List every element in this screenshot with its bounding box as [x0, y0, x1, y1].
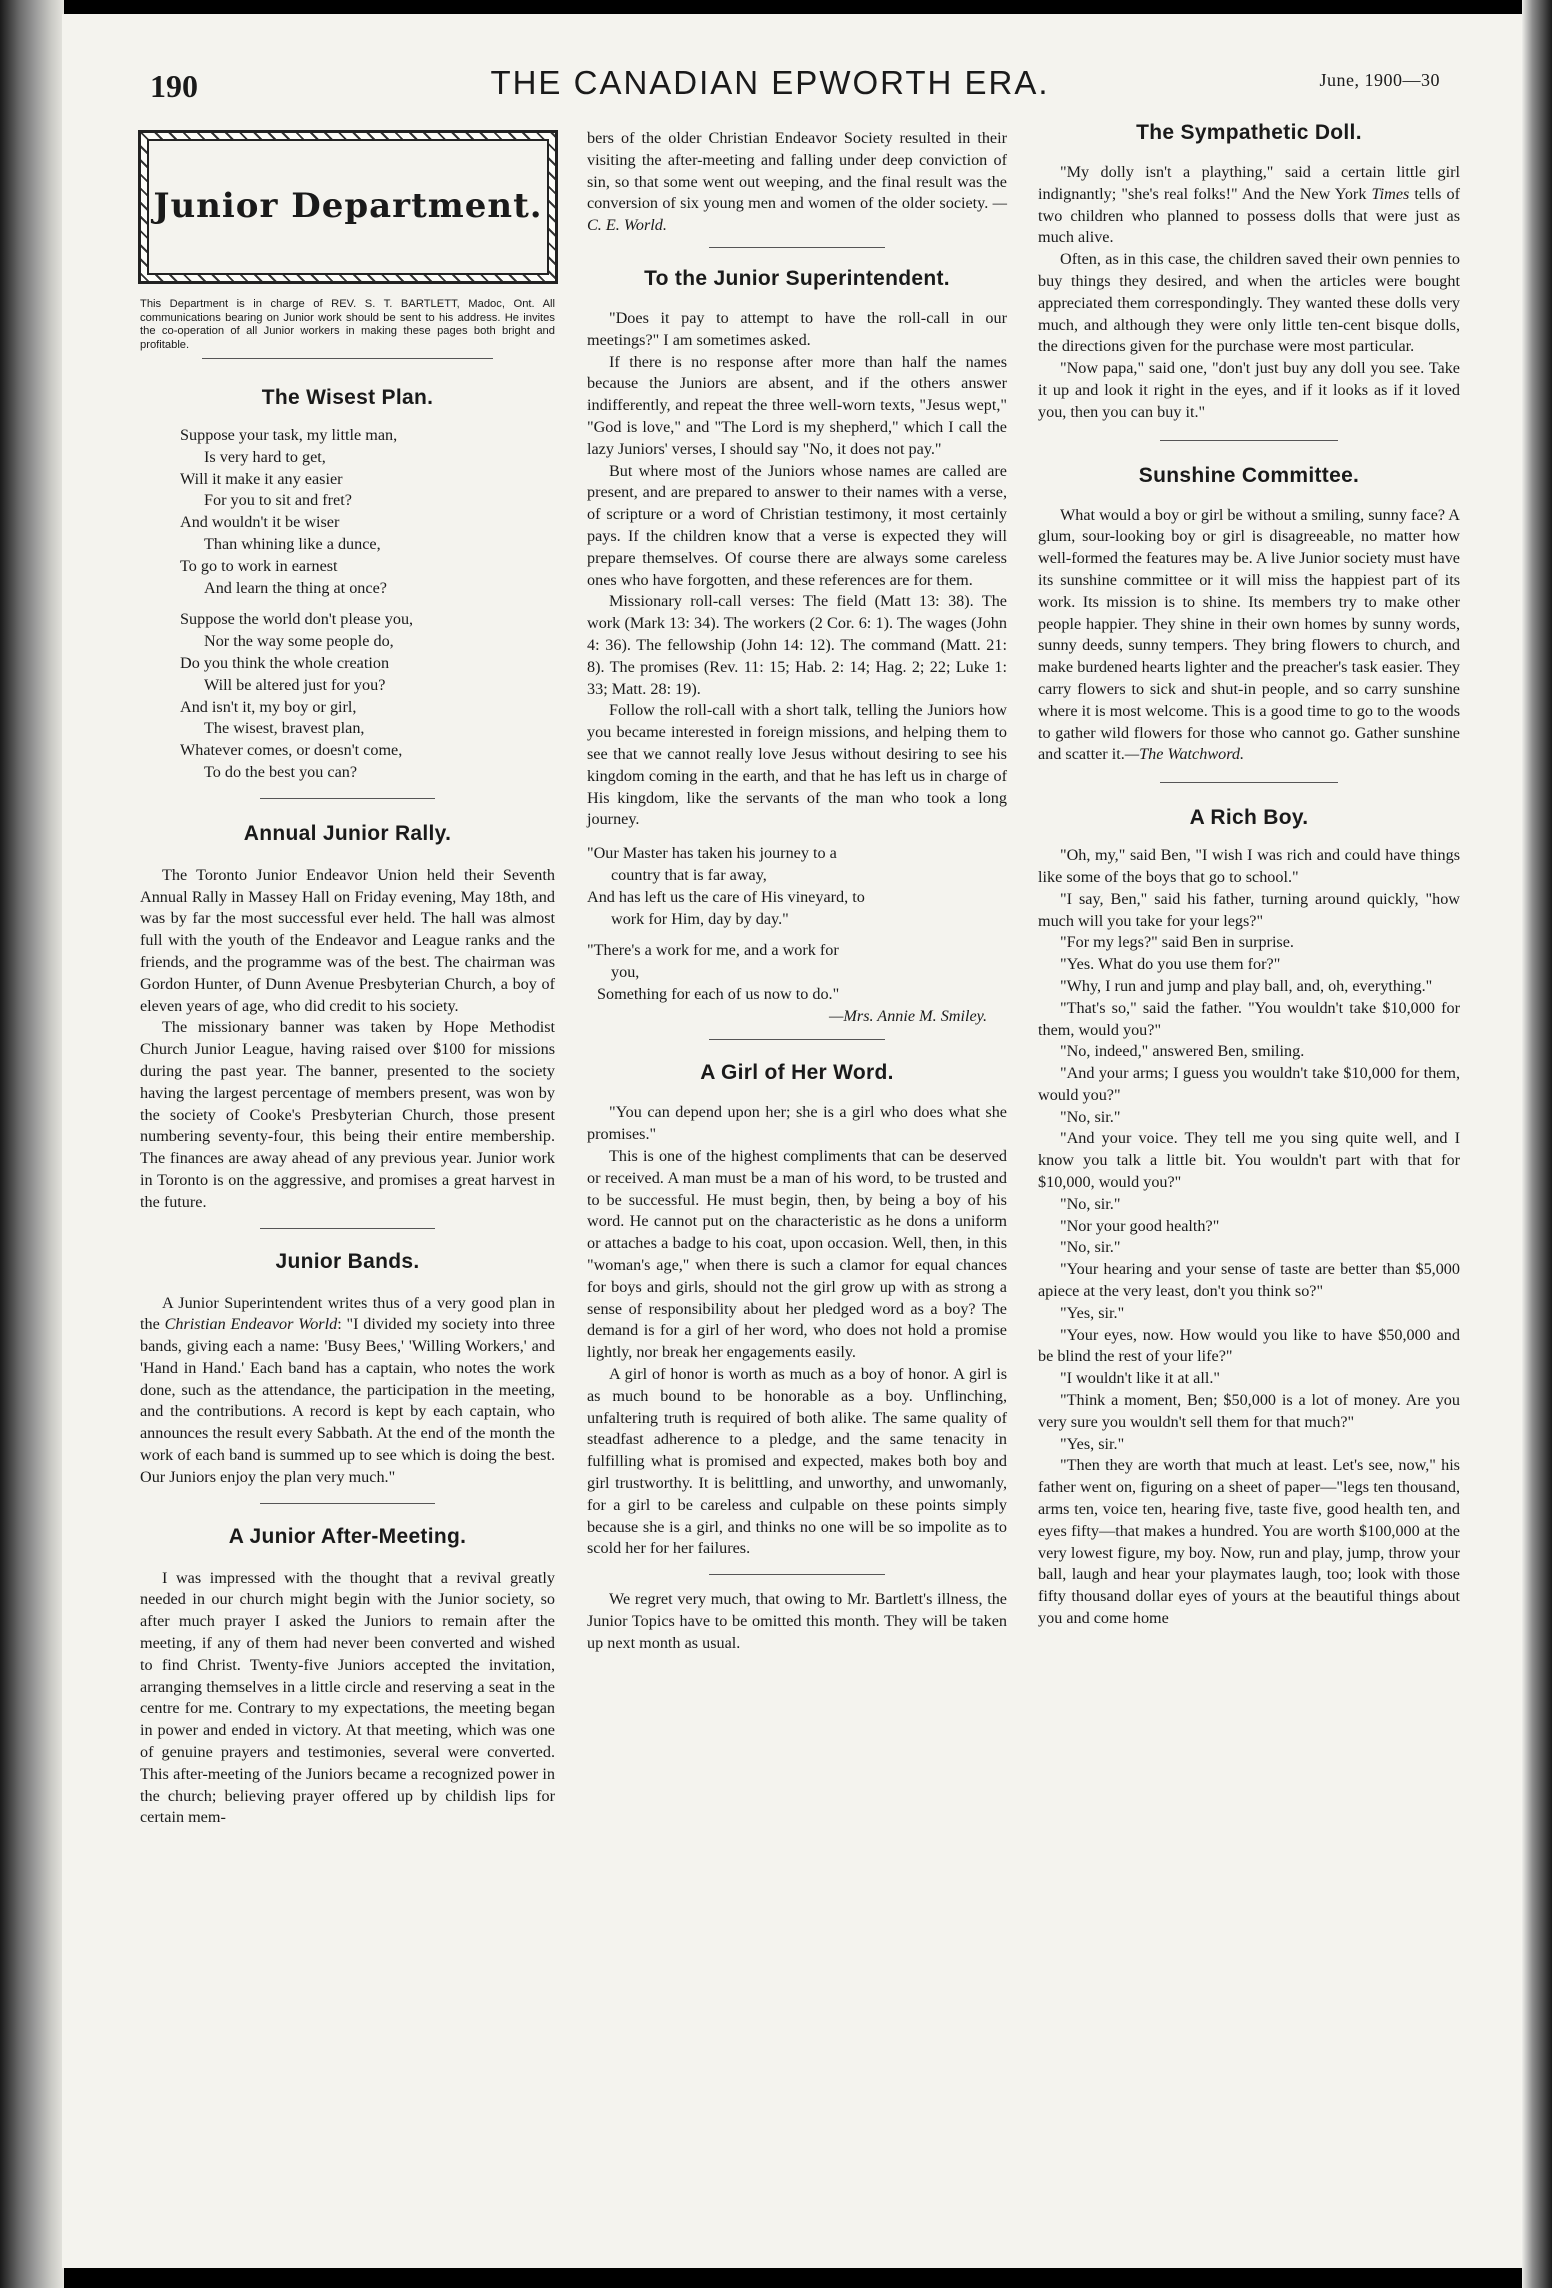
divider — [260, 1503, 434, 1504]
poem-line: To go to work in earnest — [180, 556, 338, 575]
article-title-junior-bands: Junior Bands. — [275, 1249, 420, 1273]
paragraph: The Toronto Junior Endeavor Union held their Seventh Annual Rally in Massey Hall on Friday evening, May 18th, and was by far the most successful ever held. The hall was almost full with the youth of the Endeavor and League ranks and the friends, and the programme was of the best. The chairman was Gordon Hunter, of Dunn Avenue Presbyterian Church, a boy of eleven years of age, who did credit to his society. — [140, 865, 555, 1015]
poem-line: Is very hard to get, — [204, 447, 326, 466]
poem-line: The wisest, bravest plan, — [204, 719, 365, 738]
publication-name: Christian Endeavor World — [164, 1315, 338, 1334]
divider — [260, 798, 434, 799]
paragraph: "I say, Ben," said his father, turning around quickly, "how much will you take for your legs?" — [1038, 889, 1460, 930]
issue-date: June, 1900—30 — [1319, 70, 1440, 90]
article-title-sympathetic-doll: The Sympathetic Doll. — [1136, 121, 1362, 144]
verse-line: work for Him, day by day." — [611, 909, 789, 928]
poem-line: And learn the thing at once? — [204, 578, 387, 597]
poem-line: Nor the way some people do, — [204, 632, 394, 651]
paragraph: "No, sir." — [1060, 1238, 1121, 1257]
paragraph: bers of the older Christian Endeavor Society resulted in their visiting the after-meeting and falling under deep conviction of sin, so that some went out weeping, and the final result was the conversion of six young men and women of the older society. —C. E. World. — [587, 129, 1008, 235]
poem-line: Whatever comes, or doesn't come, — [180, 741, 403, 760]
department-note: This Department is in charge of REV. S. T. BARTLETT, Madoc, Ont. All communications bearing on Junior work should be sent to his address. He invites the co-operation of all Junior workers in making these pages both bright and profitable. — [140, 298, 555, 351]
paragraph: "And your arms; I guess you wouldn't take $10,000 for them, would you?" — [1038, 1064, 1460, 1104]
paragraph: "No, sir." — [1060, 1194, 1121, 1213]
column-right — [1038, 120, 1460, 1630]
book-binding-shadow — [0, 0, 64, 2288]
source-credit: —The Watchword. — [1124, 745, 1245, 764]
paragraph: Missionary roll-call verses: The field (Matt 13: 38). The work (Mark 13: 34). The workers (2 Cor. 6: 1). The wages (John 4: 36). The fellowship (John 14: 12). The command (Matt. 21: 8). The promises (Rev. 11: 15; Hab. 2: 14; Hag. 2; 22; Luke 1: 33; Matt. 28: 19). — [587, 592, 1007, 698]
paragraph: "Your eyes, now. How would you like to have $50,000 and be blind the rest of your life?" — [1038, 1325, 1460, 1366]
article-title-wisest-plan: The Wisest Plan. — [261, 386, 434, 409]
paragraph: "And your voice. They tell me you sing quite well, and I know you talk a little bit. You wouldn't part with that for $10,000, would you?" — [1038, 1129, 1460, 1192]
paragraph: "That's so," said the father. "You wouldn't take $10,000 for them, would you?" — [1038, 998, 1460, 1039]
paragraph: "Nor your good health?" — [1060, 1216, 1220, 1235]
paragraph: The missionary banner was taken by Hope Methodist Church Junior League, having raised over $100 for missions during the past year. The banner, presented to the society having the largest percentage of members present, was won by the society of Cooke's Presbyterian Church, those present numbering seventy-four, this being their entire membership. The finances are away ahead of any previous year. Junior work in Toronto is on the aggressive, and promises a great harvest in the future. — [140, 1018, 555, 1211]
article-title-annual-rally: Annual Junior Rally. — [243, 821, 452, 845]
divider — [1160, 440, 1337, 441]
paragraph: But where most of the Juniors whose names are called are present, and are prepared to answer to their names with a verse, of scripture or a word of Christian testimony, it most certainly pays. If the children know that a verse is expected they will prepare themselves. Of course there are always some careless ones who have forgotten, and these references are for them. — [587, 461, 1007, 589]
article-title-rich-boy: A Rich Boy. — [1189, 806, 1309, 830]
page-number: 190 — [150, 68, 198, 104]
paragraph: What would a boy or girl be without a smiling, sunny face? A glum, sour-looking boy or girl is disagreeable, no matter how well-formed the features may be. A live Junior society must have its sunshine committee or it will miss the happiest part of its work. Its mission is to shine. Its members try to make other people happier. They shine in their own homes by sunny words, sunny deeds, sunny tempers. They bring flowers to church, and make burdened hearts lighter and the preacher's task easier. They carry flowers to sick and shut-in people, and so carry sunshine where it is most welcome. This is a good time to go to the woods to gather wild flowers for those who cannot go. Gather sunshine and scatter it.—The Watchword. — [1038, 505, 1460, 764]
paragraph: "No, indeed," answered Ben, smiling. — [1060, 1042, 1305, 1061]
department-ornamental-box — [138, 130, 558, 284]
paragraph: "You can depend upon her; she is a girl who does what she promises." — [587, 1103, 1007, 1144]
poem-line: Suppose the world don't please you, — [180, 610, 414, 629]
paragraph: This is one of the highest compliments that can be deserved or received. A man must be a man of his word, to be trusted and to be successful. He must begin, then, by being a boy of his word. He cannot put on the characteristic as he dons a uniform or attaches a badge to his coat, upon occasion. Well, then, in this "woman's age," when there is such a clamor for equal chances for boys and girls, should not the girl grow up with as strong a sense of responsibility about her pledged word as a boy? The demand is for a girl of her word, who does not hold a promise lightly, nor break her engagements easily. — [587, 1147, 1007, 1362]
divider — [202, 358, 493, 359]
verse-line: "Our Master has taken his journey to a — [587, 844, 837, 863]
paragraph: Often, as in this case, the children saved their own pennies to buy things they desired, and when the articles were bought appreciated them correspondingly. They wanted these dolls very much, and although they were only little ten-cent bisque dolls, the directions given for the purchase were most particular. — [1038, 250, 1460, 356]
article-title-superintendent: To the Junior Superintendent. — [644, 266, 950, 290]
publication-name: Times — [1371, 184, 1410, 203]
paragraph: If there is no response after more than half the names because the Juniors are absent, and if the others answer indifferently, and repeat the three well-worn texts, "Jesus wept," "God is love," and "The Lord is my shepherd," which I call the lazy Juniors' verses, I should say "No, it does not pay." — [587, 352, 1007, 458]
paragraph: "Does it pay to attempt to have the roll-call in our meetings?" I am sometimes asked. — [587, 308, 1007, 349]
verse-line: you, — [611, 963, 640, 982]
column-left — [140, 130, 555, 1829]
poem-line: And isn't it, my boy or girl, — [180, 697, 357, 716]
poem-line: Do you think the whole creation — [180, 653, 390, 672]
paragraph: "Then they are worth that much at least. Let's see, now," his father went on, figuring on a sheet of paper—"legs ten thousand, arms ten, voice ten, hearing five, taste five, good health ten, and eyes fifty—that makes a hundred. You are worth $100,000 at the very lowest figure, my boy. Now, run and play, jump, throw your ball, laugh and hear your playmates laugh, too; look with those fifty thousand dollar eyes of yours at the beautiful things about you and come home — [1038, 1456, 1460, 1628]
poem-line: Will it make it any easier — [180, 469, 343, 488]
paragraph: A girl of honor is worth as much as a boy of honor. A girl is as much bound to be honorable as a boy. Unflinching, unfaltering truth is required of both alike. The same quality of steadfast adherence to a pledge, and the same tenacity in fulfilling what is promised and expected, makes both boy and girl trustworthy. It is belittling, and unworthy, and unwomanly, for a girl to be careless and culpable on these points simply because she is a girl, and thinks no one will be so impolite as to scold her for her failures. — [587, 1365, 1007, 1558]
paragraph: "My dolly isn't a plaything," said a certain little girl indignantly; "she's real folks!" And the New York Times tells of two children who planned to possess dolls that were just as much alive. — [1038, 163, 1460, 247]
verse-line: And has left us the care of His vineyard, to — [587, 887, 865, 906]
source-credit: —C. E. World. — [587, 194, 1008, 235]
divider — [260, 1228, 434, 1229]
notice-paragraph: We regret very much, that owing to Mr. Bartlett's illness, the Junior Topics have to be omitted this month. They will be taken up next month as usual. — [587, 1590, 1007, 1652]
article-title-after-meeting: A Junior After-Meeting. — [228, 1524, 467, 1548]
paragraph: Follow the roll-call with a short talk, telling the Juniors how you became interested in foreign missions, and helping them to see that we cannot really love Jesus without desiring to see his kingdom coming in the earth, and that he has left us in charge of His kingdom, like the servants of the man who took a long journey. — [587, 701, 1007, 829]
divider — [709, 1039, 885, 1040]
page-edge-shadow — [1522, 0, 1552, 2288]
poem-line: For you to sit and fret? — [204, 491, 352, 510]
paragraph: "Your hearing and your sense of taste are better than $5,000 apiece at the very least, don't you think so?" — [1038, 1260, 1460, 1301]
poem-line: To do the best you can? — [204, 762, 358, 781]
paragraph: A Junior Superintendent writes thus of a very good plan in the Christian Endeavor World: "I divided my society into three bands, giving each a name: 'Busy Bees,' 'Willing Workers,' and 'Hand in Hand.' Each band has a captain, who notes the work done, such as the attendance, the participation in the meeting, and the contributions. A record is kept by each captain, who announces the result every Sabbath. At the end of the month the work of each band is summed up to see which is doing the best. Our Juniors enjoy the plan very much." — [140, 1293, 555, 1486]
poem-line: Suppose your task, my little man, — [180, 426, 398, 444]
paragraph: "Yes, sir." — [1060, 1434, 1125, 1453]
verse-line: "There's a work for me, and a work for — [587, 941, 839, 960]
paragraph: "Yes. What do you use them for?" — [1060, 955, 1281, 974]
column-middle — [587, 128, 1007, 1655]
paragraph: I was impressed with the thought that a revival greatly needed in our church might begin with the Junior society, so after much prayer I asked the Juniors to remain after the meeting, if any of them had never been converted and wished to find Christ. Twenty-five Juniors accepted the invitation, arranging themselves in a little circle and reserving a seat in the centre for me. Contrary to my expectations, the meeting began in power and ended in victory. At that meeting, which was one of genuine prayers and testimonies, several were converted. This after-meeting of the Juniors became a recognized power in the church; believing prayer offered up by childish lips for certain mem- — [140, 1568, 555, 1827]
poem-line: Than whining like a dunce, — [204, 534, 381, 553]
article-title-girl-of-her-word: A Girl of Her Word. — [700, 1061, 894, 1085]
paragraph: "Oh, my," said Ben, "I wish I was rich and could have things like some of the boys that go to school." — [1038, 846, 1460, 886]
author-signature: —Mrs. Annie M. Smiley. — [829, 1006, 987, 1025]
article-body-rich-boy — [1038, 845, 1460, 1630]
paragraph: "Why, I run and jump and play ball, and, oh, everything." — [1060, 976, 1433, 995]
paragraph: "Yes, sir." — [1060, 1303, 1125, 1322]
verse-line: country that is far away, — [611, 865, 767, 884]
paragraph: "Now papa," said one, "don't just buy any doll you see. Take it up and look it right in the eyes, and if it looks as if it loved you, then you can buy it." — [1038, 359, 1460, 421]
paragraph: "Think a moment, Ben; $50,000 is a lot of money. Are you very sure you wouldn't sell them for that much?" — [1038, 1391, 1460, 1431]
paragraph: "For my legs?" said Ben in surprise. — [1060, 933, 1294, 952]
divider — [1160, 782, 1337, 783]
verse-line: Something for each of us now to do." — [597, 984, 840, 1003]
verse-block — [587, 843, 1007, 1006]
poem-line: Will be altered just for you? — [204, 675, 386, 694]
poem-wisest-plan — [140, 425, 555, 784]
paragraph: "I wouldn't like it at all." — [1060, 1369, 1220, 1388]
journal-title: THE CANADIAN EPWORTH ERA. — [490, 64, 1050, 101]
department-title: Junior Department. — [153, 186, 543, 227]
paragraph: "No, sir." — [1060, 1107, 1121, 1126]
article-title-sunshine-committee: Sunshine Committee. — [1138, 463, 1360, 487]
divider — [709, 1574, 885, 1575]
divider — [709, 247, 885, 248]
poem-line: And wouldn't it be wiser — [180, 513, 340, 532]
